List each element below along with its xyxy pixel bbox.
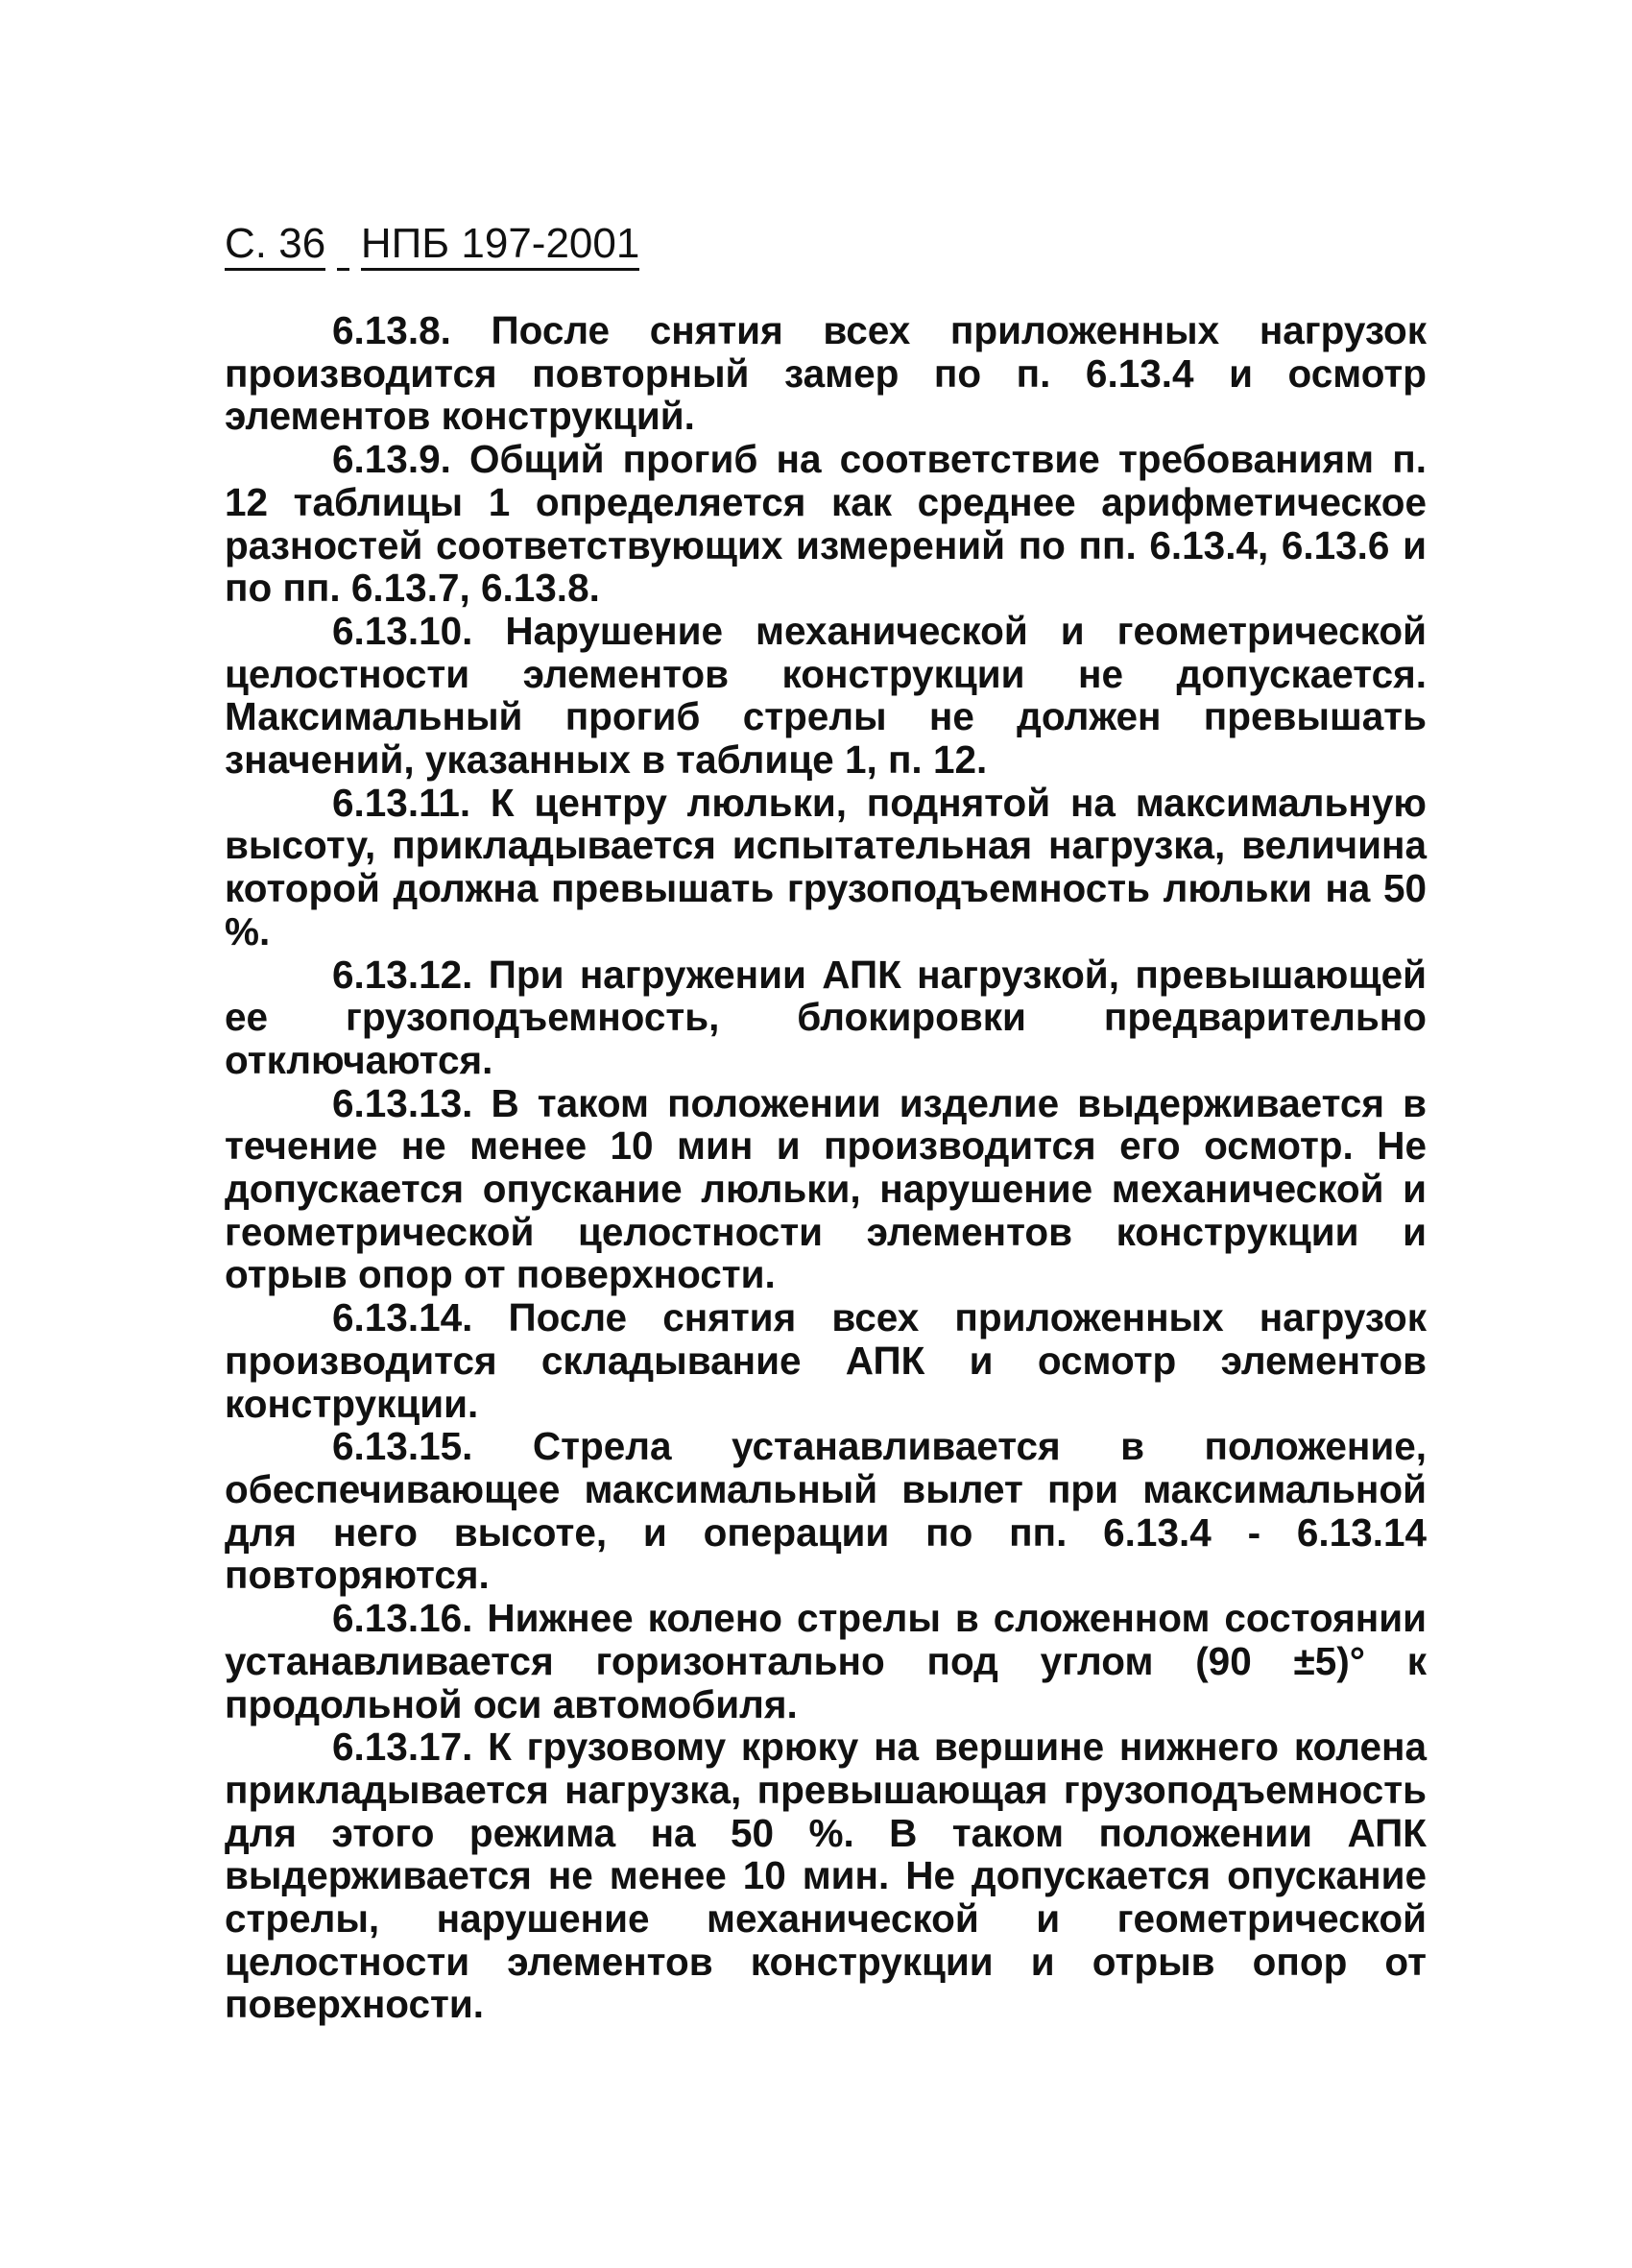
page-number: С. 36 — [225, 220, 325, 271]
paragraph-6-13-14: 6.13.14. После снятия всех приложенных нагрузок производится складывание АПК и осмотр элементов конструкции. — [225, 1295, 1427, 1426]
paragraph-6-13-12: 6.13.12. При нагружении АПК нагрузкой, превышающей ее грузоподъемность, блокировки предварительно отключаются. — [225, 952, 1427, 1082]
paragraph-6-13-8: 6.13.8. После снятия всех приложенных нагрузок производится повторный замер по п. 6.13.4 и осмотр элементов конструкций. — [225, 308, 1427, 439]
paragraph-6-13-11: 6.13.11. К центру люльки, поднятой на максимальную высоту, прикладывается испытательная нагрузка, величина которой должна превышать грузоподъемность люльки на 50 %. — [225, 780, 1427, 953]
document-code: НПБ 197-2001 — [361, 220, 639, 271]
paragraph-6-13-15: 6.13.15. Стрела устанавливается в положение, обеспечивающее максимальный вылет при максимальной для него высоте, и операции по пп. 6.13.4 - 6.13.14 повторяются. — [225, 1424, 1427, 1598]
document-body — [225, 309, 1427, 2026]
paragraph-6-13-10: 6.13.10. Нарушение механической и геометрической целостности элементов конструкции не допускается. Максимальный прогиб стрелы не должен превышать значений, указанных в таблице 1, п. 12. — [225, 608, 1427, 783]
paragraph-6-13-9: 6.13.9. Общий прогиб на соответствие требованиям п. 12 таблицы 1 определяется как среднее арифметическое разностей соответствующих измерений по пп. 6.13.4, 6.13.6 и по пп. 6.13.7, 6.13.8. — [225, 437, 1427, 611]
paragraph-6-13-16: 6.13.16. Нижнее колено стрелы в сложенном состоянии устанавливается горизонтально под углом (90 ±5)° к продольной оси автомобиля. — [225, 1596, 1427, 1726]
header-gap — [337, 220, 348, 271]
paragraph-6-13-17: 6.13.17. К грузовому крюку на вершине нижнего колена прикладывается нагрузка, превышающая грузоподъемность для этого режима на 50 %. В таком положении АПК выдерживается не менее 10 мин. Не допускается опускание стрелы, нарушение механической и геометрической целостности элементов конструкции и отрыв опор от поверхности. — [225, 1725, 1427, 2027]
paragraph-6-13-13: 6.13.13. В таком положении изделие выдерживается в течение не менее 10 мин и производится его осмотр. Не допускается опускание люльки, нарушение механической и геометрической целостности элементов конструкции и отрыв опор от поверхности. — [225, 1080, 1427, 1297]
page-header — [225, 219, 639, 269]
